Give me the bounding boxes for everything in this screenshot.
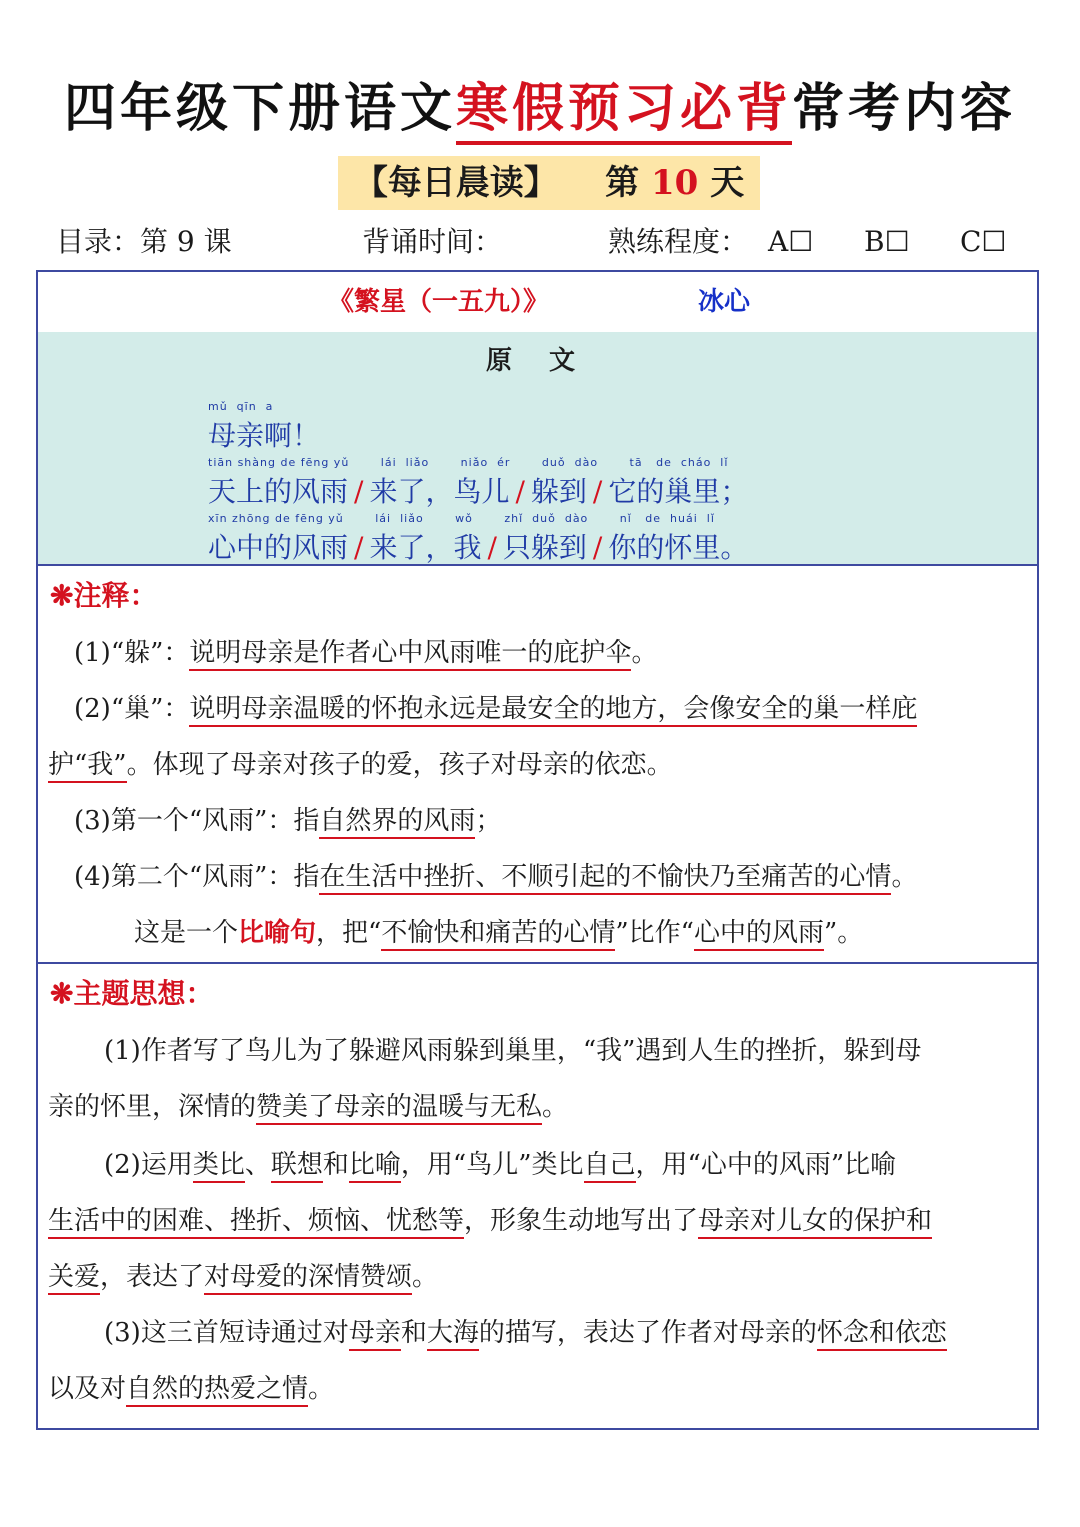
note-text: ”。 [823, 918, 864, 948]
theme-text: 和 [322, 1150, 349, 1180]
poem-line-2-part: 躲到 [530, 475, 587, 508]
note-label: (1)“躲”： [74, 638, 190, 668]
theme-underlined: 比喻 [349, 1150, 401, 1183]
theme-punct: 。 [308, 1374, 335, 1404]
pause-mark: / [592, 475, 603, 508]
theme-underlined: 对母爱的深情赞颂 [204, 1262, 412, 1295]
pause-mark: / [354, 531, 364, 564]
notes-section [38, 564, 1037, 964]
proficiency-label: 熟练程度： [608, 225, 749, 258]
theme-underlined: 母亲 [349, 1318, 401, 1351]
note-3 [74, 800, 501, 837]
note-text: 说明母亲温暖的怀抱永远是最安全的地方，会像安全的巢一样庇 [189, 694, 917, 727]
note-text: 这是一个 [134, 918, 239, 948]
theme-text: ，形象生动地写出了 [464, 1206, 699, 1236]
poem-line-2-part: 它的巢里； [608, 475, 749, 508]
grade-a-checkbox[interactable]: A☐ [768, 225, 814, 258]
note-label: (3)第一个“风雨”：指 [74, 806, 320, 836]
poem-line-2-part: 天上的风雨 [208, 475, 349, 508]
theme-underlined: 联想 [271, 1150, 323, 1183]
note-2 [74, 688, 917, 725]
theme-text: (2)运用 [104, 1150, 193, 1180]
theme-3-line-1 [104, 1312, 947, 1349]
poem-line-1 [208, 400, 320, 454]
theme-underlined: 大海 [427, 1318, 479, 1351]
poem-title: 《繁星（一五九）》 [328, 287, 550, 317]
theme-underlined: 怀念和依恋 [817, 1318, 947, 1351]
pause-mark: / [592, 531, 603, 564]
note-5 [134, 912, 863, 949]
poem-line-3-part: 你的怀里。 [608, 531, 749, 564]
note-label: (2)“巢”： [74, 694, 190, 724]
note-4 [74, 856, 917, 893]
note-text: 护“我” [48, 750, 127, 783]
note-1 [74, 632, 657, 669]
day-suffix: 天 [710, 163, 745, 203]
poem-line-2 [208, 456, 748, 510]
theme-text: 以及对 [48, 1374, 127, 1404]
note-text: 自然界的风雨 [319, 806, 475, 839]
note-text: 在生活中挫折、不顺引起的不愉快乃至痛苦的心情 [319, 862, 891, 895]
pause-mark: / [487, 531, 497, 564]
poem-line-2-part: 来了，鸟儿 [369, 475, 510, 508]
pinyin-line-2: tiān shàng de fēng yǔ lái liǎo niǎo ér duǒ dào tā de cháo lǐ [208, 456, 729, 469]
grade-c-checkbox[interactable]: C☐ [960, 225, 1007, 258]
theme-underlined: 赞美了母亲的温暖与无私 [256, 1092, 542, 1125]
title-highlight: 寒假预习必背 [456, 78, 792, 145]
note-text: ”比作“ [615, 918, 694, 948]
poem-author: 冰心 [698, 287, 751, 317]
catalog-label: 目录：第 9 课 [56, 225, 232, 258]
title-suffix: 常考内容 [792, 78, 1017, 139]
day-number: 10 [651, 163, 699, 203]
theme-underlined: 自然的热爱之情 [126, 1374, 308, 1407]
theme-2-line-3 [48, 1256, 438, 1293]
theme-underlined: 类比 [193, 1150, 245, 1183]
meta-row [56, 222, 1050, 262]
poem-line-3-part: 来了，我 [369, 531, 482, 564]
theme-text: 亲的怀里，深情的 [48, 1092, 257, 1122]
theme-text: 、 [244, 1150, 271, 1180]
poem-title-row [38, 272, 1037, 334]
daily-label: 【每日晨读】 [353, 163, 558, 203]
content-table [36, 270, 1039, 1430]
poem-line-3-part: 心中的风雨 [208, 531, 349, 564]
grade-b-checkbox[interactable]: B☐ [864, 225, 910, 258]
note-label: (4)第二个“风雨”：指 [74, 862, 320, 892]
poem-line-1-text: 母亲啊！ [208, 419, 321, 452]
theme-underlined: 母亲对儿女的保护和 [698, 1206, 932, 1239]
theme-underlined: 关爱 [48, 1262, 100, 1295]
poem-line-3 [208, 512, 748, 566]
note-rest: 。体现了母亲对孩子的爱，孩子对母亲的依恋。 [126, 750, 673, 780]
theme-punct: 。 [542, 1092, 569, 1122]
original-text [38, 390, 1037, 566]
note-punct: 。 [631, 638, 658, 668]
theme-underlined: 自己 [584, 1150, 636, 1183]
note-punct: 。 [891, 862, 918, 892]
note-2-cont [48, 744, 673, 781]
theme-heading: ❋主题思想： [50, 977, 214, 1010]
theme-section [38, 962, 1037, 1428]
note-underlined: 不愉快和痛苦的心情 [381, 918, 615, 951]
pause-mark: / [515, 475, 525, 508]
theme-1-line-2 [48, 1086, 568, 1123]
theme-text: ，用“鸟儿”类比 [400, 1150, 584, 1180]
title-prefix: 四年级下册语文 [63, 78, 456, 139]
notes-heading: ❋注释： [50, 579, 158, 612]
poem-line-3-part: 只躲到 [502, 531, 587, 564]
note-underlined: 心中的风雨 [694, 918, 824, 951]
theme-text: ，表达了 [100, 1262, 205, 1292]
theme-1-line-1: (1)作者写了鸟儿为了躲避风雨躲到巢里，“我”遇到人生的挫折，躲到母 [104, 1036, 922, 1066]
theme-text: (3)这三首短诗通过对 [104, 1318, 349, 1348]
theme-2-line-2 [48, 1200, 932, 1237]
theme-text: ，用“心中的风雨”比喻 [635, 1150, 897, 1180]
theme-3-line-2 [48, 1368, 334, 1405]
pause-mark: / [354, 475, 364, 508]
theme-text: 和 [400, 1318, 427, 1348]
theme-underlined: 生活中的困难、挫折、烦恼、忧愁等 [48, 1206, 464, 1239]
daily-reading-banner [338, 156, 760, 210]
note-punct: ； [475, 806, 502, 836]
note-text: ，把“ [316, 918, 382, 948]
page-title [0, 66, 1080, 141]
recite-time-label: 背诵时间： [362, 225, 503, 258]
theme-text: 的描写，表达了作者对母亲的 [478, 1318, 817, 1348]
day-prefix: 第 [605, 163, 640, 203]
theme-2-line-1 [104, 1144, 896, 1181]
metaphor-keyword: 比喻句 [238, 918, 317, 948]
note-text: 说明母亲是作者心中风雨唯一的庇护伞 [189, 638, 631, 671]
original-heading: 原 文 [38, 332, 1037, 392]
pinyin-line-3: xīn zhōng de fēng yǔ lái liǎo wǒ zhǐ duǒ dào nǐ de huái lǐ [208, 512, 715, 525]
theme-punct: 。 [412, 1262, 439, 1292]
pinyin-line-1: mǔ qīn a [208, 400, 274, 413]
